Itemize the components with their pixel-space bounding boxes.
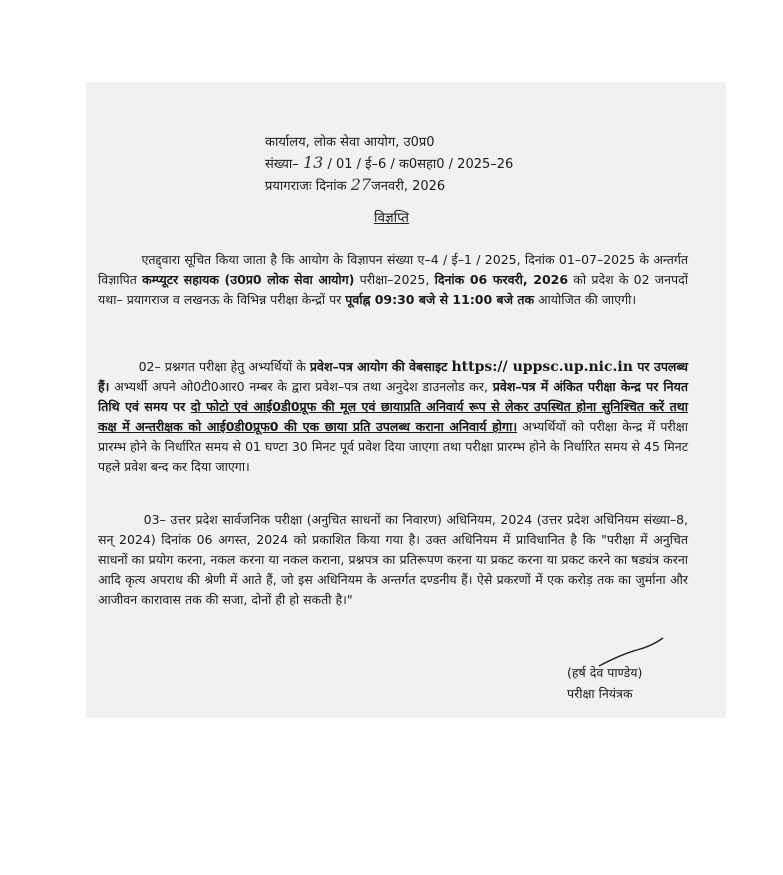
website-url[interactable]: https:// uppsc.up.nic.in (451, 359, 633, 375)
signature-stroke (597, 636, 667, 670)
office-name: कार्यालय, लोक सेवा आयोग, उ0प्र0 (265, 135, 435, 150)
paragraph-3: 03– उत्तर प्रदेश सार्वजनिक परीक्षा (अनुचित साधनों का निवारण) अधिनियम, 2024 (उत्तर प्रदेश अधिनियम संख्या–8, सन् 2024) दिनांक 06 अगस्त, 2024 को प्रकाशित किया गया है। उक्त अधिनियम में प्राविधानित है कि "परीक्षा में अनुचित साधनों का प्रयोग करना, नकल करना या नकल कराना, प्रश्नपत्र का प्रतिरूपण करना या प्रकट करना या प्रकट करने का षड्यंत्र करना आदि कृत्य अपराध की श्रेणी में आते हैं, जो इस अधिनियम के अन्तर्गत दण्डनीय हैं। ऐसे प्रकरणों में एक करोड़ तक का जुर्माना और आजीवन कारावास तक की सजा, दोनों ही हो सकती है।" (98, 512, 688, 607)
paragraph-1: एतद्द्वारा सूचित किया जाता है कि आयोग के विज्ञापन संख्या ए–4 / ई–1 / 2025, दिनांक 01–07–2025 के अन्तर्गत विज्ञापित कम्प्यूटर सहायक (उ0प्र0 लोक सेवा आयोग) परीक्षा–2025, दिनांक 06 फरवरी, 2026 को प्रदेश के 02 जनपदों यथा– प्रयागराज व लखनऊ के विभिन्न परीक्षा केन्द्रों पर पूर्वाह्न 09:30 बजे से 11:00 बजे तक आयोजित की जाएगी। (98, 252, 689, 307)
notice-title: विज्ञप्ति (373, 210, 409, 226)
paragraph-2: 02– प्रश्नगत परीक्षा हेतु अभ्यर्थियों के प्रवेश–पत्र आयोग की वेबसाइट https:// uppsc.up.nic.in पर उपलब्ध हैं। अभ्यर्थी अपने ओ0टी0आर0 नम्बर के द्वारा प्रवेश–पत्र तथा अनुदेश डाउनलोड कर, प्रवेश–पत्र में अंकित परीक्षा केन्द्र पर नियत तिथि एवं समय पर दो फोटो एवं आई0डी0प्रूफ की मूल एवं छायाप्रति अनिवार्य रूप से लेकर उपस्थित होना सुनिश्चित करें तथा कक्ष में अन्तरीक्षक को आई0डी0प्रूफ0 की एक छाया प्रति उपलब्ध कराना अनिवार्य होगा। अभ्यर्थियों को परीक्षा केन्द्र में परीक्षा प्रारम्भ होने के निर्धारित समय से 01 घण्टा 30 मिनट पूर्व प्रवेश दिया जाएगा तथा परीक्षा प्रारम्भ होने के निर्धारित समय से 45 मिनट पहले प्रवेश बन्द कर दिया जाएगा। (98, 359, 689, 474)
document-header (265, 133, 513, 197)
reference-number: संख्या– 13 / 01 / ई–6 / क0सहा0 / 2025–26 (265, 153, 514, 172)
handwritten-date: 27 (350, 175, 372, 194)
underlined-instruction: दो फोटो एवं आई0डी0प्रूफ की मूल एवं छायाप्रति अनिवार्य रूप से लेकर उपस्थित होना सुनिश्चित करें तथा कक्ष में अन्तरीक्षक को आई0डी0प्रूफ0 की एक छाया प्रति उपलब्ध कराना अनिवार्य होगा। (98, 399, 688, 434)
signature-block (567, 662, 642, 704)
signatory-designation: परीक्षा नियंत्रक (567, 686, 633, 701)
signatory-name: (हर्ष देव पाण्डेय) (567, 665, 643, 680)
handwritten-number: 13 (302, 153, 324, 172)
place-date: प्रयागराजः दिनांक 27जनवरी, 2026 (265, 175, 446, 194)
